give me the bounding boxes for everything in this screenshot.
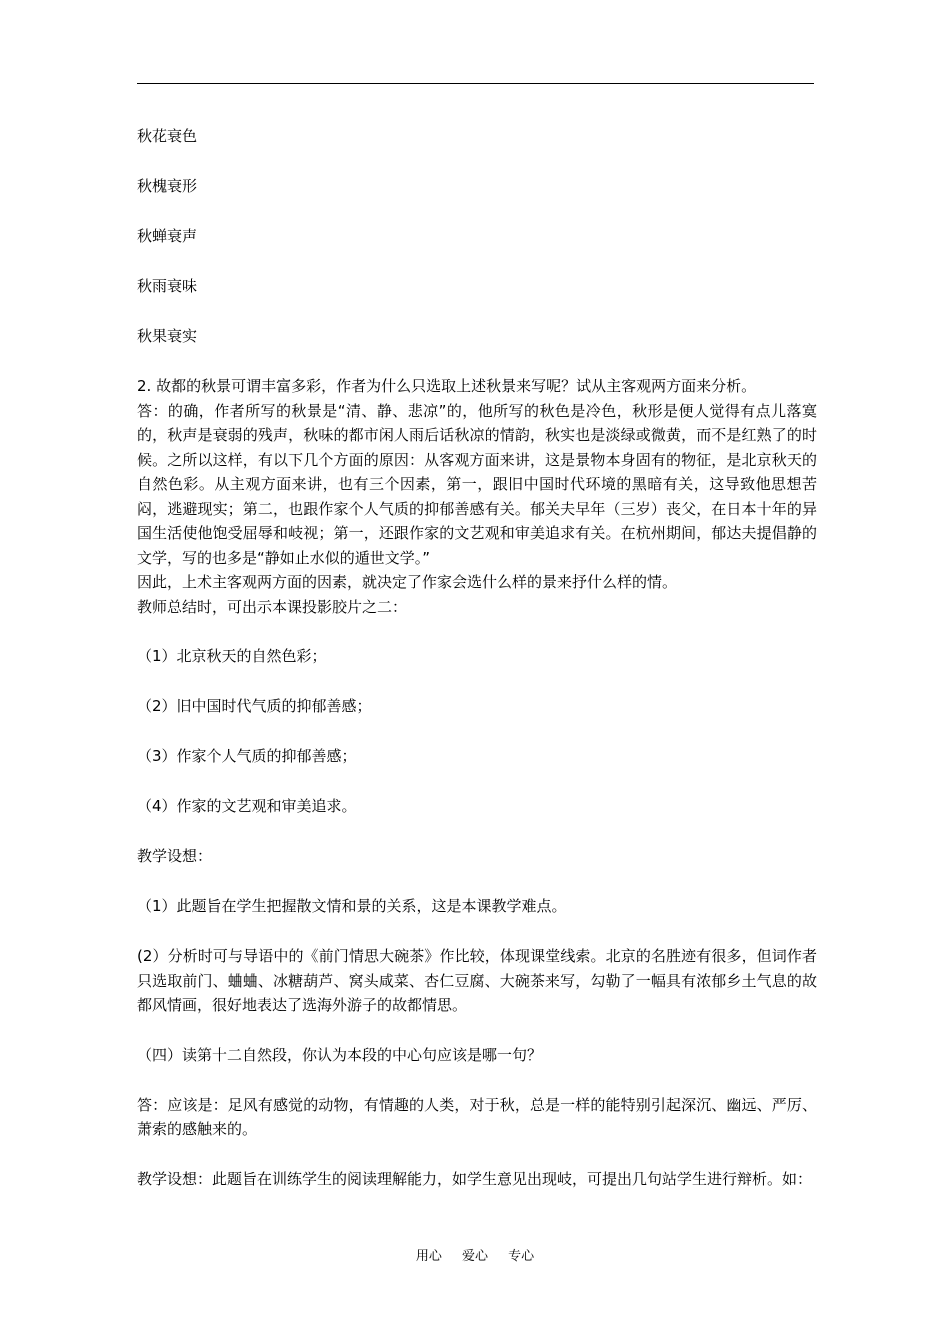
answer-2: 答：的确，作者所写的秋景是“清、静、悲凉”的，他所写的秋色是冷色，秋形是便人觉得有点儿落寞的，秋声是衰弱的残声，秋味的都市闲人雨后话秋凉的情韵，秋实也是淡绿或微黄，而不是红熟了的时候。之所以这样，有以下几个方面的原因：从客观方面来讲，这是景物本身固有的物征，是北京秋天的自然色彩。从主观方面来讲，也有三个因素，第一，跟旧中国时代环境的黑暗有关，这导致他思想苦闷，逃避现实；第二，也跟作家个人气质的抑郁善感有关。郁关夫早年（三岁）丧父，在日本十年的异国生活使他饱受屈辱和岐视；第一，还跟作家的文艺观和审美追求有关。在杭州期间，郁达夫提倡静的文学，写的也多是“静如止水似的遁世文学。” [137, 401, 817, 567]
answer-4: 答：应该是：足风有感觉的动物，有情趣的人类，对于秋，总是一样的能特别引起深沉、幽远、严厉、萧索的感触来的。 [137, 1095, 817, 1138]
page-footer [0, 1247, 950, 1267]
header-rule [137, 83, 814, 84]
teacher-note: 教师总结时，可出示本课投影胶片之二： [137, 597, 408, 616]
list-item: （2）旧中国时代气质的抑郁善感； [137, 697, 372, 715]
list-item: 秋雨衰味 [137, 277, 198, 295]
question-4: （四）读第十二自然段，你认为本段的中心句应该是哪一句？ [137, 1045, 543, 1064]
footer-item: 专心 [508, 1249, 535, 1264]
list-item: （4）作家的文艺观和审美追求。 [137, 797, 357, 815]
design-item-1: （1）此题旨在学生把握散文情和景的关系，这是本课教学难点。 [137, 897, 567, 915]
conclusion: 因此，上术主客观两方面的因素，就决定了作家会选什么样的景来抒什么样的情。 [137, 573, 678, 591]
design-4: 教学设想：此题旨在训练学生的阅读理解能力，如学生意见出现岐，可提出几句站学生进行辩析。如： [137, 1169, 813, 1188]
footer-item: 爱心 [461, 1249, 488, 1264]
document-body [137, 124, 817, 1191]
design-title: 教学设想： [137, 847, 213, 865]
list-item: 秋槐衰形 [137, 177, 198, 195]
list-item: 秋花衰色 [137, 127, 198, 145]
list-item: （1）北京秋天的自然色彩； [137, 647, 327, 665]
list-item: 秋果衰实 [137, 327, 198, 345]
footer-item: 用心 [415, 1249, 442, 1264]
list-item: （3）作家个人气质的抑郁善感； [137, 747, 357, 765]
design-item-2: (2）分析时可与导语中的《前门情思大碗茶》作比较，体现课堂线索。北京的名胜迹有很多，但词作者只选取前门、蛐蛐、冰糖葫芦、窝头咸菜、杏仁豆腐、大碗茶来写，勾勒了一幅具有浓郁乡土气息的故都风情画，很好地表达了选海外游子的故都情思。 [137, 947, 817, 1014]
list-item: 秋蝉衰声 [137, 227, 198, 245]
question-2: 2. 故都的秋景可谓丰富多彩，作者为什么只选取上述秋景来写呢？试从主客观两方面来分析。 [137, 377, 757, 395]
question-2-block [137, 374, 817, 619]
